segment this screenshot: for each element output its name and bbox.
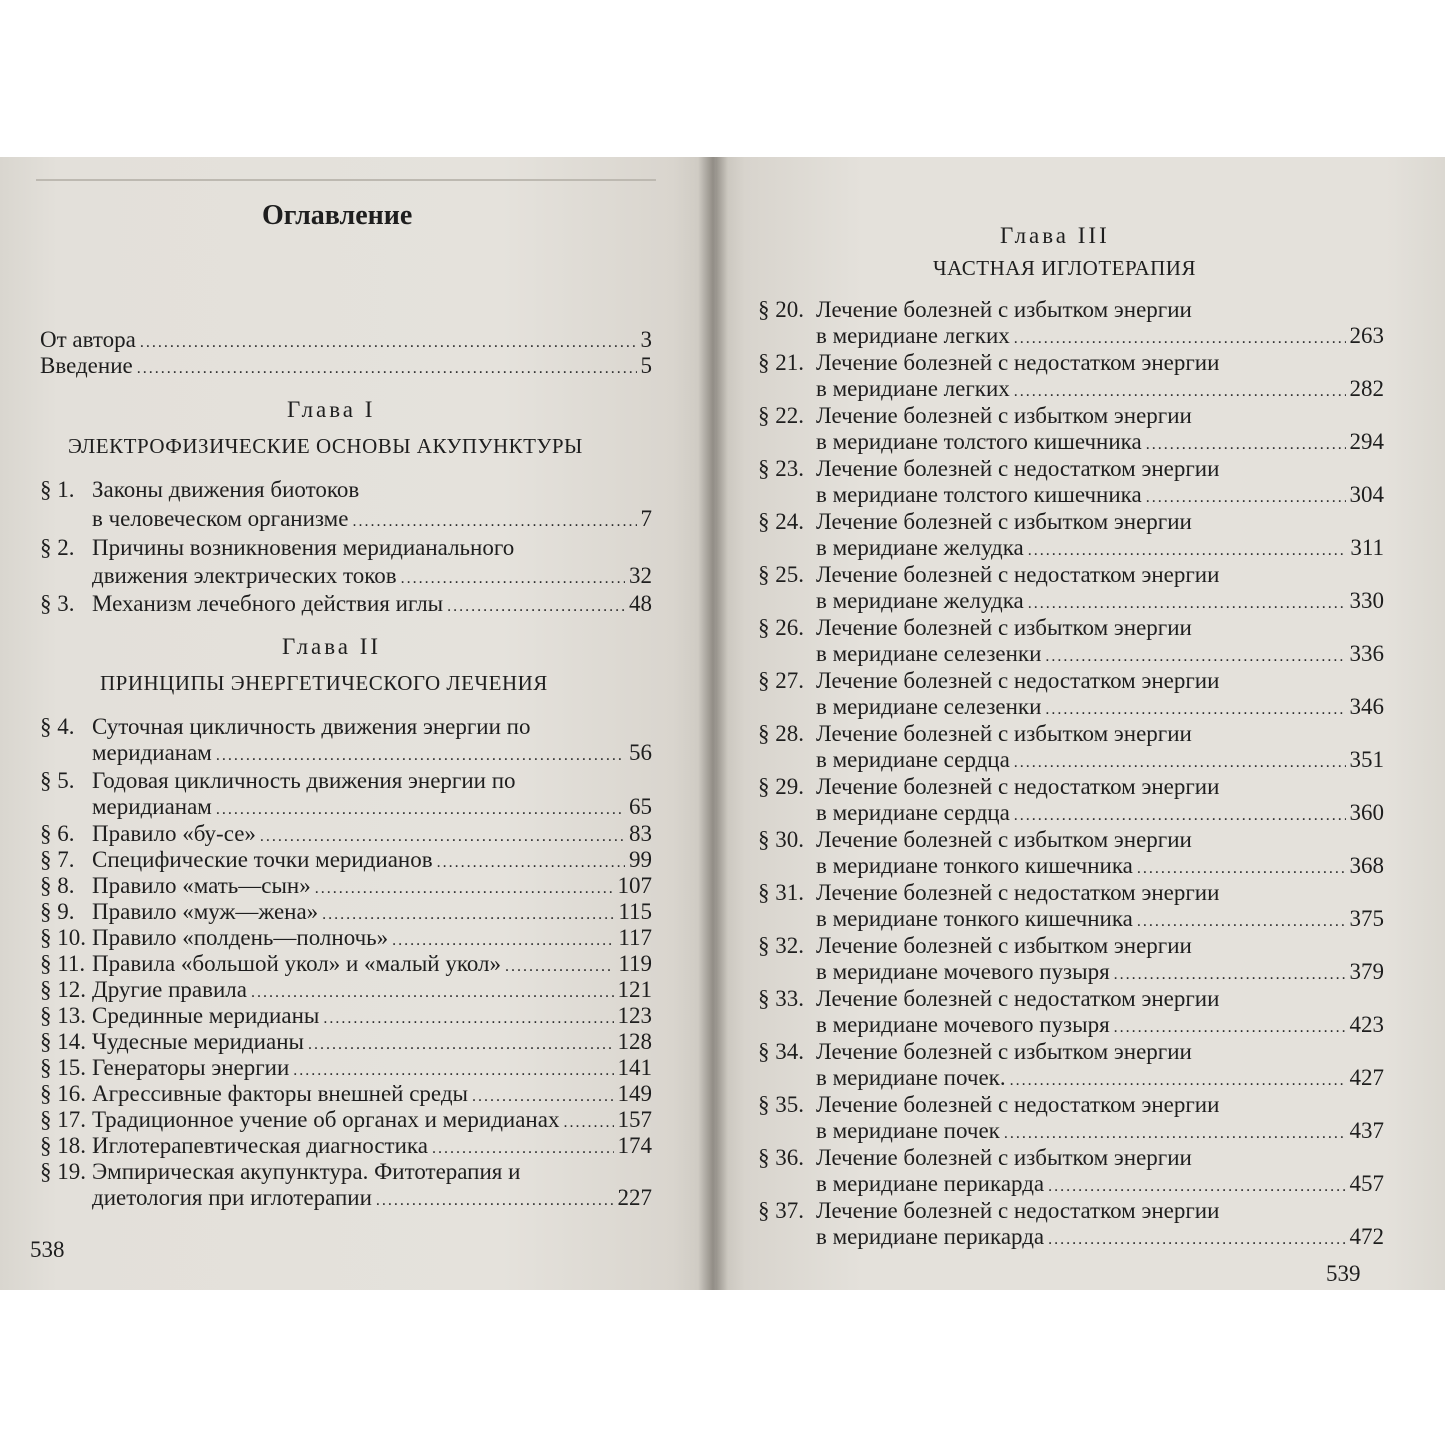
toc-row: Специфические точки меридианов ..... 99: [92, 847, 652, 876]
chapter-heading: Глава I: [287, 397, 376, 422]
toc-num: § 6.: [40, 821, 75, 846]
toc-num: § 25.: [758, 562, 804, 587]
toc-num: § 8.: [40, 873, 75, 898]
chapter-title: ЭЛЕКТРОФИЗИЧЕСКИЕ ОСНОВЫ АКУПУНКТУРЫ: [68, 434, 583, 458]
right-page: [716, 157, 1445, 1290]
toc-row: движения электрических токов ..... 32: [92, 563, 652, 592]
book-gutter: [698, 157, 728, 1290]
toc-line: Эмпирическая акупунктура. Фитотерапия и: [92, 1159, 521, 1184]
toc-row: Агрессивные факторы внешней среды ..... 149: [92, 1081, 652, 1110]
toc-row: Правило «бу-се» ..... 83: [92, 821, 652, 850]
book-spread: [0, 157, 1445, 1290]
toc-line: Лечение болезней с недостатком энергии: [816, 668, 1220, 693]
page-number: 538: [30, 1237, 65, 1262]
toc-line: Законы движения биотоков: [92, 477, 360, 502]
toc-row: Правило «муж—жена» ..... 115: [92, 899, 652, 928]
toc-line: Причины возникновения меридианального: [92, 535, 515, 560]
toc-row: в меридиане сердца ..... 351: [816, 747, 1384, 776]
page-number: 539: [1326, 1261, 1361, 1286]
toc-row: Срединные меридианы ..... 123: [92, 1003, 652, 1032]
toc-row: Традиционное учение об органах и меридианах ..... 157: [92, 1107, 652, 1136]
toc-line: Лечение болезней с недостатком энергии: [816, 350, 1220, 375]
toc-line: Лечение болезней с недостатком энергии: [816, 562, 1220, 587]
toc-line: Лечение болезней с избытком энергии: [816, 615, 1192, 640]
toc-row: Иглотерапевтическая диагностика ..... 174: [92, 1133, 652, 1162]
toc-line: Лечение болезней с избытком энергии: [816, 509, 1192, 534]
toc-num: § 16.: [40, 1081, 86, 1106]
toc-line: Лечение болезней с недостатком энергии: [816, 774, 1220, 799]
toc-num: § 29.: [758, 774, 804, 799]
toc-num: § 22.: [758, 403, 804, 428]
toc-row: в меридиане перикарда ..... 457: [816, 1171, 1384, 1200]
toc-num: § 4.: [40, 714, 75, 739]
toc-row: меридианам ..... 65: [92, 794, 652, 823]
toc-row: Другие правила ..... 121: [92, 977, 652, 1006]
toc-num: § 3.: [40, 591, 75, 616]
toc-row: в меридиане почек ..... 437: [816, 1118, 1384, 1147]
toc-row: меридианам ..... 56: [92, 740, 652, 769]
toc-num: § 32.: [758, 933, 804, 958]
toc-num: § 10.: [40, 925, 86, 950]
toc-row-intro: Введение ..... 5: [40, 353, 652, 382]
toc-row: в меридиане мочевого пузыря ..... 379: [816, 959, 1384, 988]
toc-row: в меридиане желудка ..... 330: [816, 588, 1384, 617]
toc-num: § 5.: [40, 768, 75, 793]
toc-num: § 30.: [758, 827, 804, 852]
chapter-heading: Глава III: [1000, 223, 1110, 248]
toc-row: Чудесные меридианы ..... 128: [92, 1029, 652, 1058]
toc-num: § 20.: [758, 297, 804, 322]
toc-line: Годовая цикличность движения энергии по: [92, 768, 516, 793]
toc-line: Лечение болезней с избытком энергии: [816, 721, 1192, 746]
toc-row: в человеческом организме ..... 7: [92, 506, 652, 535]
toc-row: в меридиане селезенки ..... 346: [816, 694, 1384, 723]
toc-line: Лечение болезней с избытком энергии: [816, 827, 1192, 852]
toc-line: Лечение болезней с недостатком энергии: [816, 456, 1220, 481]
toc-num: § 27.: [758, 668, 804, 693]
toc-num: § 31.: [758, 880, 804, 905]
toc-line: Лечение болезней с недостатком энергии: [816, 880, 1220, 905]
toc-line: Суточная цикличность движения энергии по: [92, 714, 531, 739]
toc-num: § 34.: [758, 1039, 804, 1064]
toc-num: § 28.: [758, 721, 804, 746]
toc-row-author: От автора ..... 3: [40, 327, 652, 356]
toc-num: § 17.: [40, 1107, 86, 1132]
toc-line: Лечение болезней с избытком энергии: [816, 1039, 1192, 1064]
toc-num: § 21.: [758, 350, 804, 375]
top-rule: [36, 179, 656, 181]
toc-num: § 15.: [40, 1055, 86, 1080]
toc-num: § 35.: [758, 1092, 804, 1117]
toc-line: Лечение болезней с избытком энергии: [816, 933, 1192, 958]
toc-row: Правило «мать—сын» ..... 107: [92, 873, 652, 902]
toc-num: § 18.: [40, 1133, 86, 1158]
toc-line: Лечение болезней с избытком энергии: [816, 297, 1192, 322]
toc-row: Генераторы энергии ..... 141: [92, 1055, 652, 1084]
toc-num: § 14.: [40, 1029, 86, 1054]
toc-row: в меридиане легких ..... 282: [816, 376, 1384, 405]
toc-line: Лечение болезней с недостатком энергии: [816, 1092, 1220, 1117]
toc-num: § 7.: [40, 847, 75, 872]
toc-row: в меридиане селезенки ..... 336: [816, 641, 1384, 670]
toc-row: Правило «полдень—полночь» ..... 117: [92, 925, 652, 954]
toc-num: § 26.: [758, 615, 804, 640]
toc-row: в меридиане толстого кишечника ..... 294: [816, 429, 1384, 458]
toc-row: Правила «большой укол» и «малый укол» ..... 119: [92, 951, 652, 980]
toc-num: § 2.: [40, 535, 75, 560]
toc-row: в меридиане желудка ..... 311: [816, 535, 1384, 564]
toc-line: Лечение болезней с избытком энергии: [816, 1145, 1192, 1170]
toc-row: в меридиане мочевого пузыря ..... 423: [816, 1012, 1384, 1041]
chapter-title: ЧАСТНАЯ ИГЛОТЕРАПИЯ: [933, 256, 1196, 280]
toc-row: в меридиане сердца ..... 360: [816, 800, 1384, 829]
toc-row: в меридиане тонкого кишечника ..... 375: [816, 906, 1384, 935]
toc-row: в меридиане легких ..... 263: [816, 323, 1384, 352]
toc-num: § 13.: [40, 1003, 86, 1028]
toc-row: диетология при иглотерапии ..... 227: [92, 1185, 652, 1214]
toc-line: Лечение болезней с избытком энергии: [816, 403, 1192, 428]
chapter-title: ПРИНЦИПЫ ЭНЕРГЕТИЧЕСКОГО ЛЕЧЕНИЯ: [100, 671, 548, 695]
toc-row: Механизм лечебного действия иглы ..... 48: [92, 591, 652, 620]
toc-row: в меридиане перикарда ..... 472: [816, 1224, 1384, 1253]
toc-num: § 37.: [758, 1198, 804, 1223]
toc-num: § 24.: [758, 509, 804, 534]
toc-row: в меридиане почек. ..... 427: [816, 1065, 1384, 1094]
toc-num: § 11.: [40, 951, 86, 976]
toc-num: § 36.: [758, 1145, 804, 1170]
toc-num: § 12.: [40, 977, 86, 1002]
page-title: Оглавление: [262, 200, 413, 231]
toc-num: § 1.: [40, 477, 75, 502]
toc-num: § 23.: [758, 456, 804, 481]
left-page: [0, 157, 716, 1290]
chapter-heading: Глава II: [282, 634, 382, 659]
toc-num: § 9.: [40, 899, 75, 924]
toc-row: в меридиане толстого кишечника ..... 304: [816, 482, 1384, 511]
toc-num: § 33.: [758, 986, 804, 1011]
toc-line: Лечение болезней с недостатком энергии: [816, 1198, 1220, 1223]
toc-num: § 19.: [40, 1159, 86, 1184]
toc-row: в меридиане тонкого кишечника ..... 368: [816, 853, 1384, 882]
toc-line: Лечение болезней с недостатком энергии: [816, 986, 1220, 1011]
